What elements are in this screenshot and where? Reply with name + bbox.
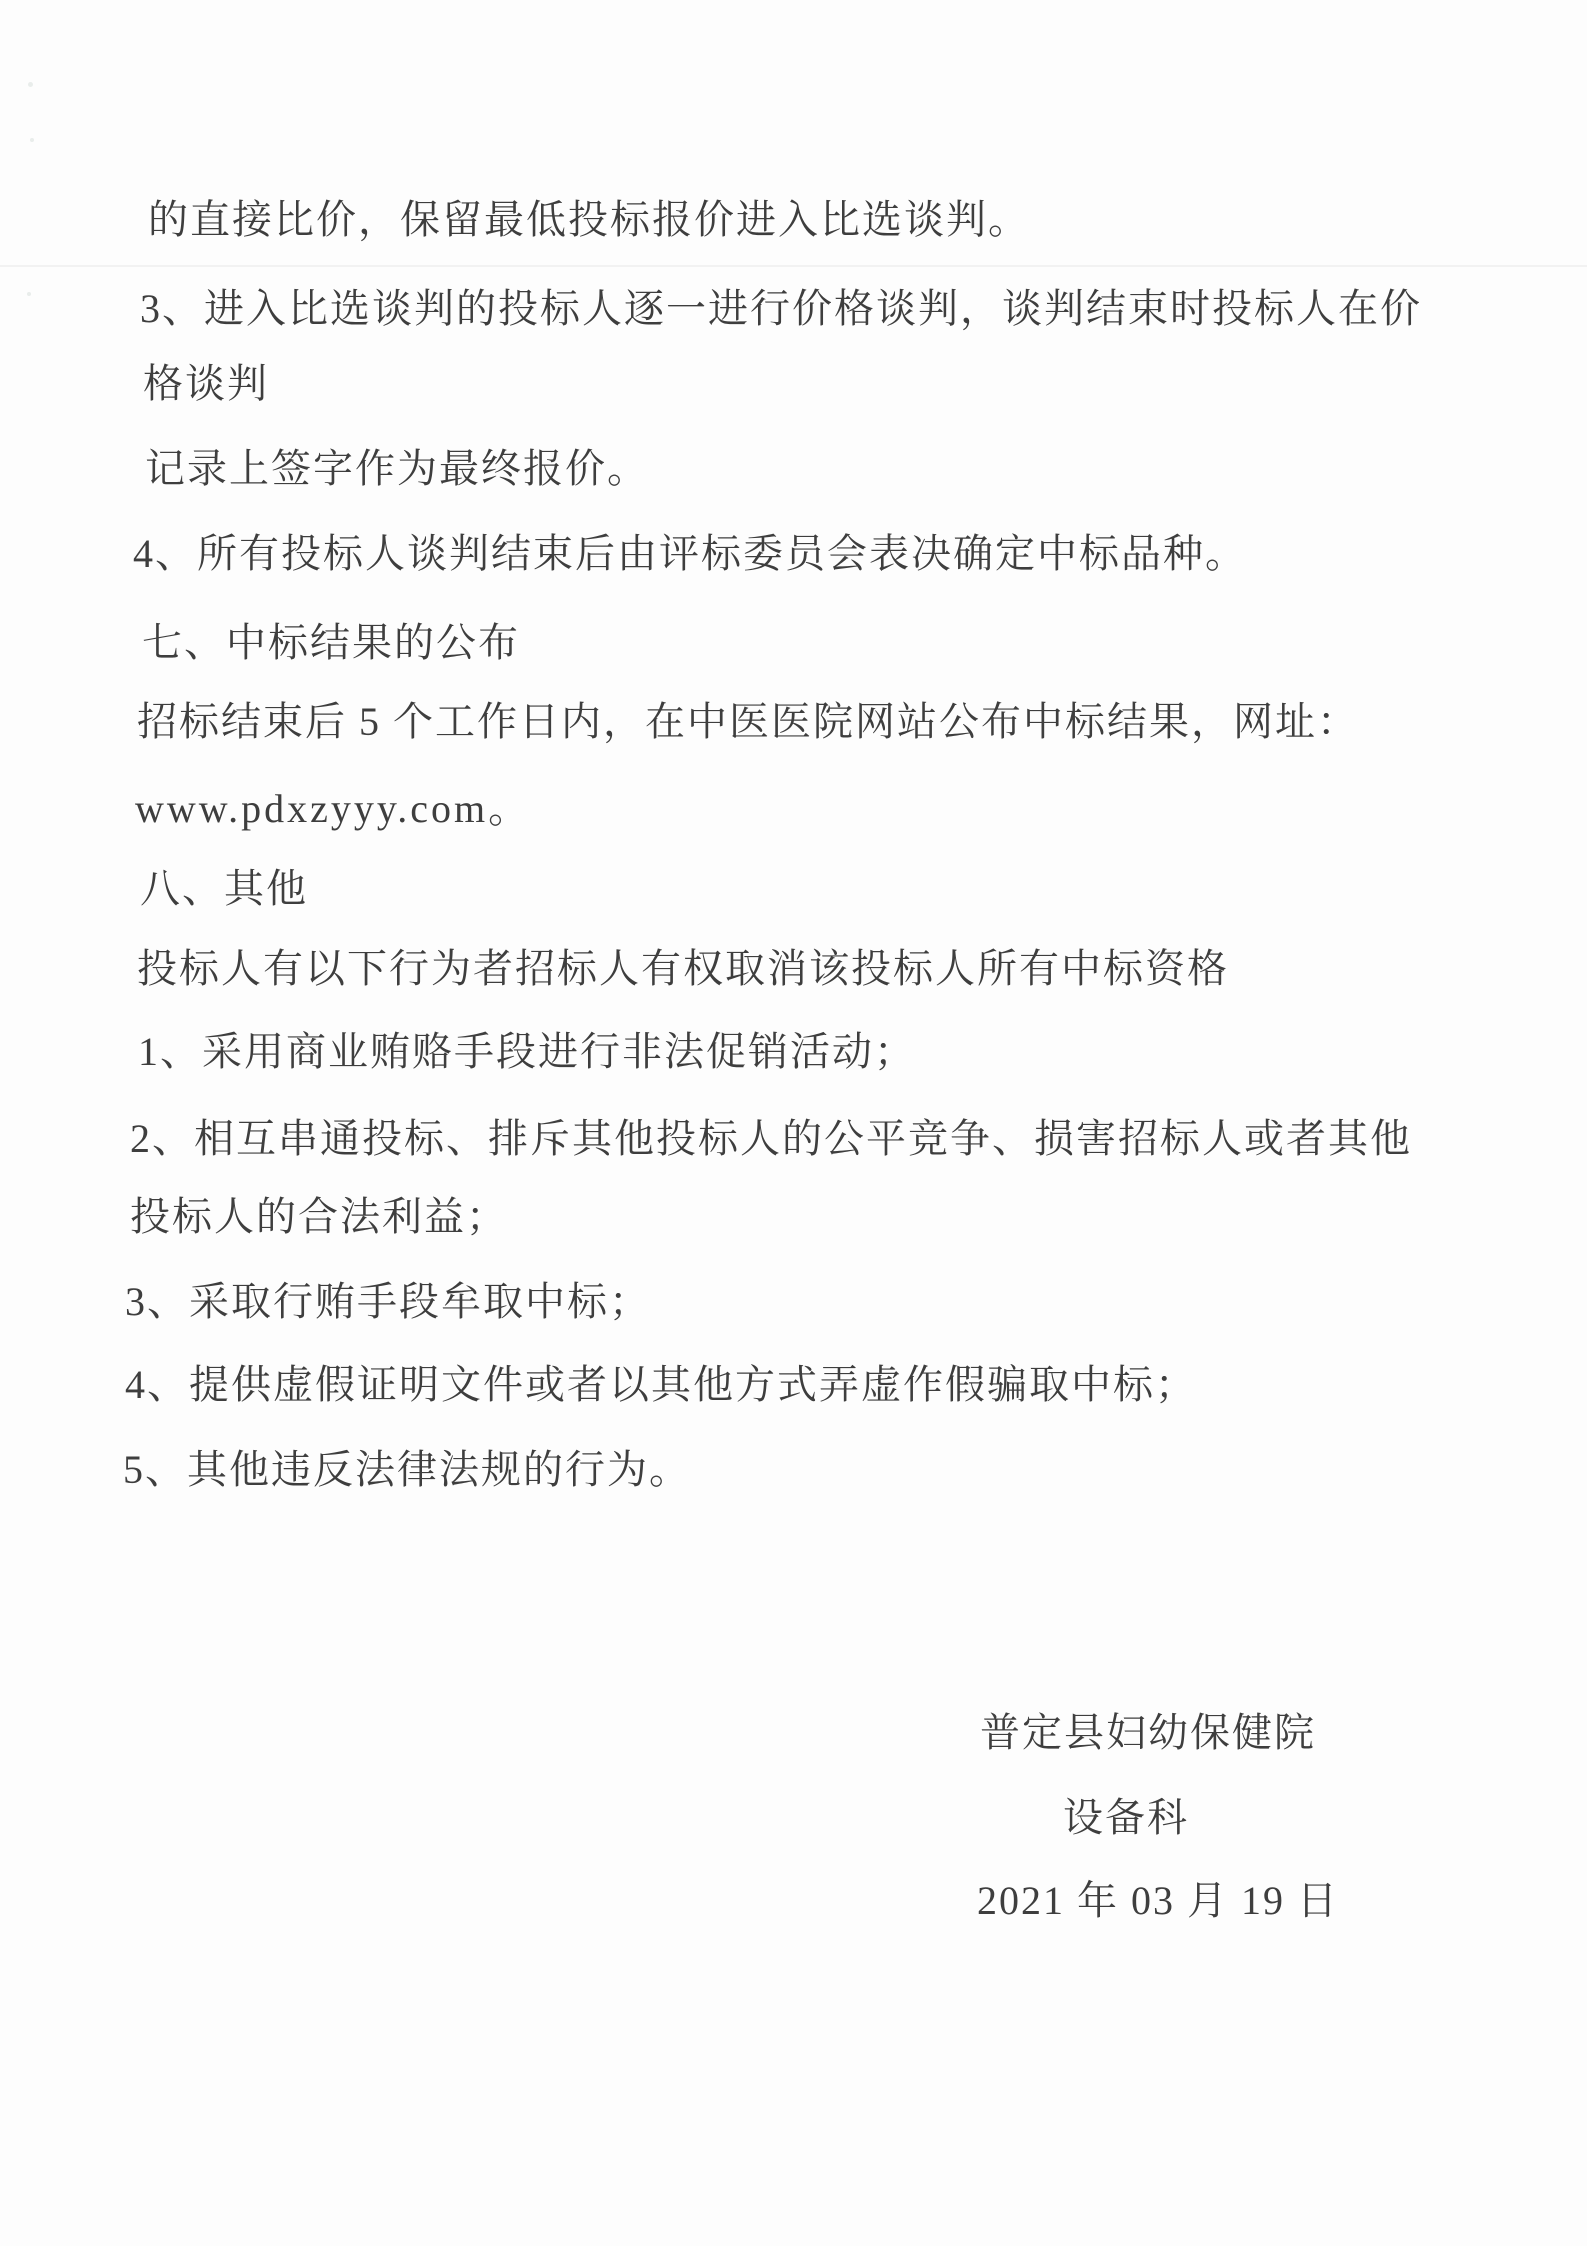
document-line: 5、其他违反法律法规的行为。 (123, 1447, 691, 1492)
scan-speck-artifact (27, 292, 31, 296)
document-line: 格谈判 (143, 361, 269, 406)
document-line: 4、提供虚假证明文件或者以其他方式弄虚作假骗取中标； (125, 1362, 1197, 1407)
signoff-organization: 普定县妇幼保健院 (980, 1710, 1316, 1755)
scan-streak-artifact (0, 265, 1587, 267)
document-line: 3、采取行贿手段牟取中标； (125, 1279, 651, 1324)
document-line: 投标人的合法利益； (130, 1194, 508, 1239)
website-url: www.pdxzyyy.com。 (135, 786, 532, 831)
section-heading: 八、其他 (140, 866, 308, 911)
document-line: 招标结束后 5 个工作日内，在中医医院网站公布中标结果，网址： (137, 699, 1359, 744)
document-line: 投标人有以下行为者招标人有权取消该投标人所有中标资格 (137, 946, 1229, 991)
document-line: 2、相互串通投标、排斥其他投标人的公平竞争、损害招标人或者其他 (130, 1116, 1412, 1161)
scan-speck-artifact (28, 82, 33, 87)
signoff-department: 设备科 (1063, 1795, 1189, 1840)
document-line: 的直接比价，保留最低投标报价进入比选谈判。 (148, 197, 1030, 242)
signoff-date: 2021 年 03 月 19 日 (977, 1878, 1339, 1923)
section-heading: 七、中标结果的公布 (142, 620, 520, 665)
document-line: 1、采用商业贿赂手段进行非法促销活动； (138, 1029, 916, 1074)
document-line: 3、进入比选谈判的投标人逐一进行价格谈判，谈判结束时投标人在价 (140, 286, 1422, 331)
document-line: 4、所有投标人谈判结束后由评标委员会表决确定中标品种。 (133, 531, 1247, 576)
document-line: 记录上签字作为最终报价。 (145, 446, 649, 491)
scan-speck-artifact (30, 138, 34, 142)
